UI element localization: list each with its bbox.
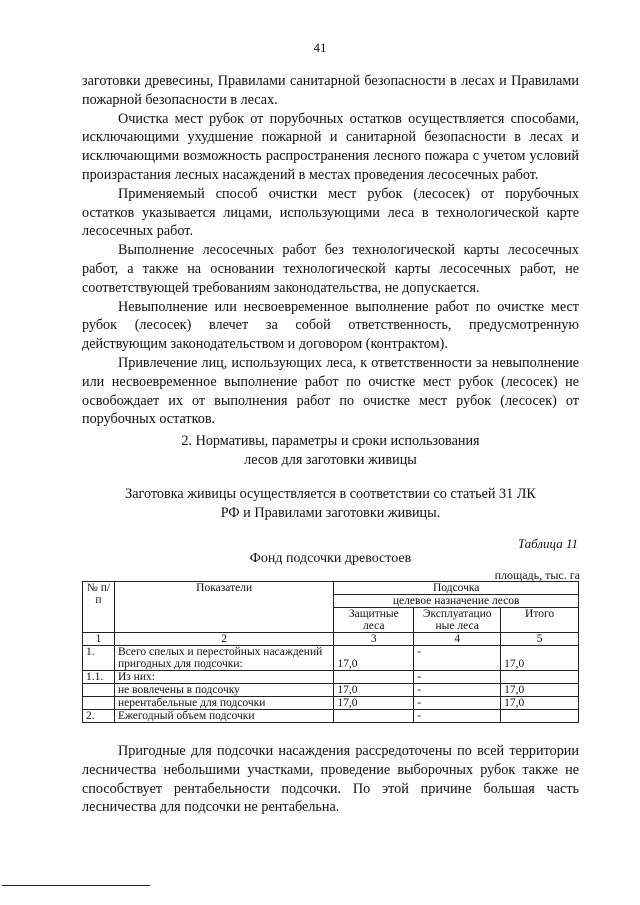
row-total (501, 671, 579, 684)
page-number: 41 (313, 40, 327, 55)
section-text-line: Заготовка живицы осуществляется в соответствии со статьей 31 ЛК (125, 486, 536, 502)
table-row (83, 710, 579, 723)
paragraph: Очистка мест рубок от порубочных остатков осуществляется способами, исключающими ухудшение пожарной и санитарной безопасности в лесах и исключающими возможность распространения лесного пожара с учетом условий произрастания лесных насаждений в местах проведения лесосечных работ. (82, 110, 579, 183)
table-row (83, 671, 579, 684)
row-protective: 17,0 (334, 684, 414, 697)
row-name: Всего спелых и перестойных насаждений пригодных для подсочки: (114, 646, 333, 671)
header-group: Подсочка (334, 582, 579, 595)
col-number: 5 (501, 633, 579, 646)
row-exploitation: - (414, 684, 501, 697)
paragraph: Пригодные для подсочки насаждения рассредоточены по всей территории лесничества небольшими участками, проведение выборочных рубок также не способствует рентабельности подсочки. По этой причине большая часть лесничества для подсочки не рентабельна. (82, 743, 579, 816)
header-indicators: Показатели (114, 582, 333, 633)
row-protective: 17,0 (334, 646, 414, 671)
header-subgroup: целевое назначение лесов (334, 595, 579, 608)
row-name: Ежегодный объем подсочки (114, 710, 333, 723)
row-num: 1. (83, 646, 115, 671)
body-text (82, 72, 579, 429)
table-row (83, 697, 579, 710)
row-total (501, 710, 579, 723)
row-name: Из них: (114, 671, 333, 684)
row-num (83, 684, 115, 697)
paragraph: Невыполнение или несвоевременное выполнение работ по очистке мест рубок (лесосек) влечет за собой ответственность, предусмотренную действующим законодательством и договором (контрактом). (82, 298, 579, 353)
row-protective (334, 710, 414, 723)
paragraph: Применяемый способ очистки мест рубок (лесосек) от порубочных остатков указывается лицами, использующими леса в технологической карте лесосечных работ. (82, 185, 579, 240)
row-exploitation: - (414, 697, 501, 710)
header-num: № п/п (83, 582, 115, 633)
paragraph: заготовки древесины, Правилами санитарной безопасности в лесах и Правилами пожарной безопасности в лесах. (82, 73, 579, 108)
col-number: 2 (114, 633, 333, 646)
section-heading-line: лесов для заготовки живицы (244, 451, 417, 468)
table-row (83, 646, 579, 671)
row-name: не вовлечены в подсочку (114, 684, 333, 697)
row-num: 2. (83, 710, 115, 723)
header-total: Итого (501, 608, 579, 633)
row-total: 17,0 (501, 684, 579, 697)
row-num (83, 697, 115, 710)
col-number: 1 (83, 633, 115, 646)
closing-text (82, 742, 579, 817)
col-number: 3 (334, 633, 414, 646)
section-text-line: РФ и Правилами заготовки живицы. (220, 504, 441, 521)
table-units: площадь, тыс. га (494, 568, 580, 582)
section-heading (82, 432, 579, 469)
section-heading-line: 2. Нормативы, параметры и сроки использования (181, 433, 480, 449)
paragraph: Привлечение лиц, использующих леса, к ответственности за невыполнение или несвоевременное выполнение работ по очистке мест рубок (лесосек) не освобождает их от выполнения работ по очистке мест рубок (лесосек) от порубочных остатков. (82, 354, 579, 428)
table-row (83, 684, 579, 697)
section-text (82, 485, 579, 522)
row-exploitation: - (414, 710, 501, 723)
header-exploitation: Эксплуатацио ные леса (414, 608, 501, 633)
row-protective: 17,0 (334, 697, 414, 710)
footnote-divider (2, 885, 150, 886)
row-total: 17,0 (501, 697, 579, 710)
row-exploitation: - (414, 671, 501, 684)
row-num: 1.1. (83, 671, 115, 684)
row-protective (334, 671, 414, 684)
table-label: Таблица 11 (517, 536, 578, 551)
paragraph: Выполнение лесосечных работ без технологической карты лесосечных работ, а также на основании технологической карты лесосечных работ, не соответствующей требованиям законодательства, не допускается. (82, 242, 579, 296)
data-table (82, 581, 579, 723)
row-total: 17,0 (501, 646, 579, 671)
table-title: Фонд подсочки древостоев (249, 551, 412, 566)
header-protective: Защитные леса (334, 608, 414, 633)
row-exploitation: - (414, 646, 501, 671)
row-name: нерентабельные для подсочки (114, 697, 333, 710)
col-number: 4 (414, 633, 501, 646)
